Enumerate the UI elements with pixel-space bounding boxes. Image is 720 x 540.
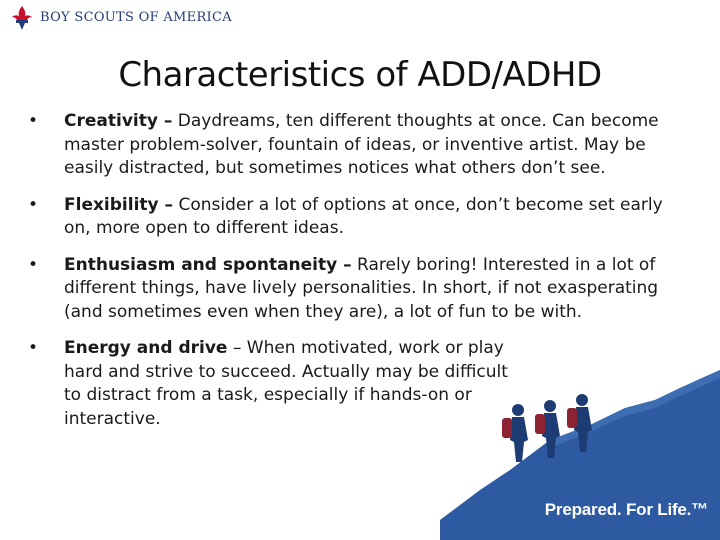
bullet-dot: • [28,111,39,131]
bsa-fleur-de-lis-icon [9,5,35,31]
bullet-term: Energy and drive [64,338,228,358]
bullet-term: Enthusiasm and spontaneity – [64,254,352,275]
bullet-text: – When motivated, work or play hard and strive to succeed. Actually may be difficult to distract from a task, especially if hands-on or interactive. [64,338,508,429]
bullet-text: Consider a lot of options at once, don’t become set early on, more open to different ideas. [64,194,663,238]
bullet-text: Daydreams, ten different thoughts at once. Can become master problem-solver, fountain of ideas, or inventive artist. May be easily distracted, but sometimes notices what others don’t see. [64,111,659,178]
tagline: Prepared. For Life.™ [544,500,708,519]
bullet-item [28,254,678,325]
bullet-item [28,110,678,181]
org-name: BOY SCOUTS OF AMERICA [40,10,232,25]
bullet-item [28,194,678,241]
slide-title: Characteristics of ADD/ADHD [118,55,602,95]
bullet-dot: • [28,338,39,358]
hiker-figure-1 [502,404,528,462]
slide-header [0,0,720,36]
bullet-dot: • [28,194,39,215]
bullet-text: Rarely boring! Interested in a lot of different things, have lively personalities. In short, if not exasperating (and sometimes even when they are), a lot of fun to be with. [64,254,659,322]
bullet-term: Creativity – [64,111,173,131]
bullet-dot: • [28,254,39,275]
bullet-term: Flexibility – [64,194,174,215]
